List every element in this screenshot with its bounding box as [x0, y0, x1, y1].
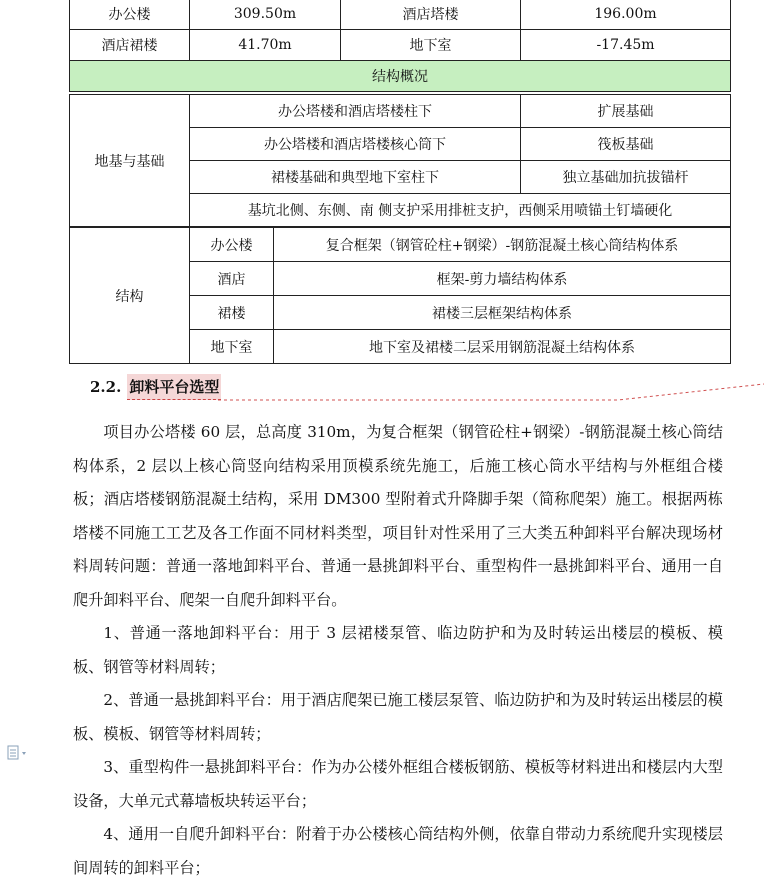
table-cell: 地下室及裙楼二层采用钢筋混凝土结构体系 — [274, 330, 731, 364]
table-cell: 办公塔楼和酒店塔楼柱下 — [190, 95, 521, 128]
table-cell: 酒店裙楼 — [70, 30, 190, 61]
structure-table — [69, 227, 731, 364]
comment-connector-line — [218, 380, 764, 410]
document-icon[interactable] — [7, 745, 31, 761]
table-cell: 裙楼三层框架结构体系 — [274, 296, 731, 330]
table-cell: 筏板基础 — [521, 128, 731, 161]
table-row — [70, 0, 731, 30]
table-cell: 扩展基础 — [521, 95, 731, 128]
table-cell: 办公塔楼和酒店塔楼核心筒下 — [190, 128, 521, 161]
table-cell: 独立基础加抗拔锚杆 — [521, 161, 731, 194]
table-cell: 酒店 — [190, 262, 274, 296]
table-row — [70, 228, 731, 262]
paragraph: 3、重型构件一悬挑卸料平台：作为办公楼外框组合楼板钢筋、模板等材料进出和楼层内大型设备，大单元式幕墙板块转运平台； — [73, 758, 723, 810]
table-cell: 309.50m — [190, 0, 341, 30]
table-section-row — [70, 61, 731, 92]
table-cell: -17.45m — [521, 30, 731, 61]
table-cell: 地下室 — [190, 330, 274, 364]
document-body[interactable] — [73, 416, 723, 885]
table-row — [70, 95, 731, 128]
table-cell: 裙楼基础和典型地下室柱下 — [190, 161, 521, 194]
table-cell: 41.70m — [190, 30, 341, 61]
paragraph: 1、普通一落地卸料平台：用于 3 层裙楼泵管、临边防护和为及时转运出楼层的模板、模板、钢管等材料周转； — [73, 624, 723, 676]
table-cell: 基坑北侧、东侧、南 侧支护采用排桩支护，西侧采用喷锚土钉墙硬化 — [190, 194, 731, 227]
table-cell: 框架-剪力墙结构体系 — [274, 262, 731, 296]
foundation-table — [69, 94, 731, 227]
section-title-cell: 结构概况 — [70, 61, 731, 92]
table-cell: 196.00m — [521, 0, 731, 30]
paragraph: 2、普通一悬挑卸料平台：用于酒店爬架已施工楼层泵管、临边防护和为及时转运出楼层的模板、模板、钢管等材料周转； — [73, 691, 723, 743]
heading-title[interactable]: 卸料平台选型 — [127, 374, 221, 400]
table-cell: 地下室 — [341, 30, 521, 61]
table-cell: 办公楼 — [70, 0, 190, 30]
section-heading — [90, 374, 221, 400]
table-cell: 裙楼 — [190, 296, 274, 330]
table-cell: 办公楼 — [190, 228, 274, 262]
table-row — [70, 30, 731, 61]
paragraph: 项目办公塔楼 60 层，总高度 310m，为复合框架（钢管砼柱+钢梁）-钢筋混凝土核心筒结构体系，2 层以上核心筒竖向结构采用顶模系统先施工，后施工核心筒水平结构与外框组合楼板；酒店塔楼钢筋混凝土结构，采用 DM300 型附着式升降脚手架（简称爬架）施工。根据两栋塔楼不同施工工艺及各工作面不同材料类型，项目针对性采用了三大类五种卸料平台解决现场材料周转问题：普通一落地卸料平台、普通一悬挑卸料平台、重型构件一悬挑卸料平台、通用一自爬升卸料平台、爬架一自爬升卸料平台。 — [73, 423, 723, 609]
row-label-cell: 地基与基础 — [70, 95, 190, 227]
table-cell: 复合框架（钢管砼柱+钢梁）-钢筋混凝土核心筒结构体系 — [274, 228, 731, 262]
heading-number: 2.2. — [90, 378, 122, 396]
row-label-cell: 结构 — [70, 228, 190, 364]
paragraph: 4、通用一自爬升卸料平台：附着于办公楼核心筒结构外侧，依靠自带动力系统爬升实现楼层间周转的卸料平台； — [73, 825, 723, 877]
table-cell: 酒店塔楼 — [341, 0, 521, 30]
height-table — [69, 0, 731, 92]
